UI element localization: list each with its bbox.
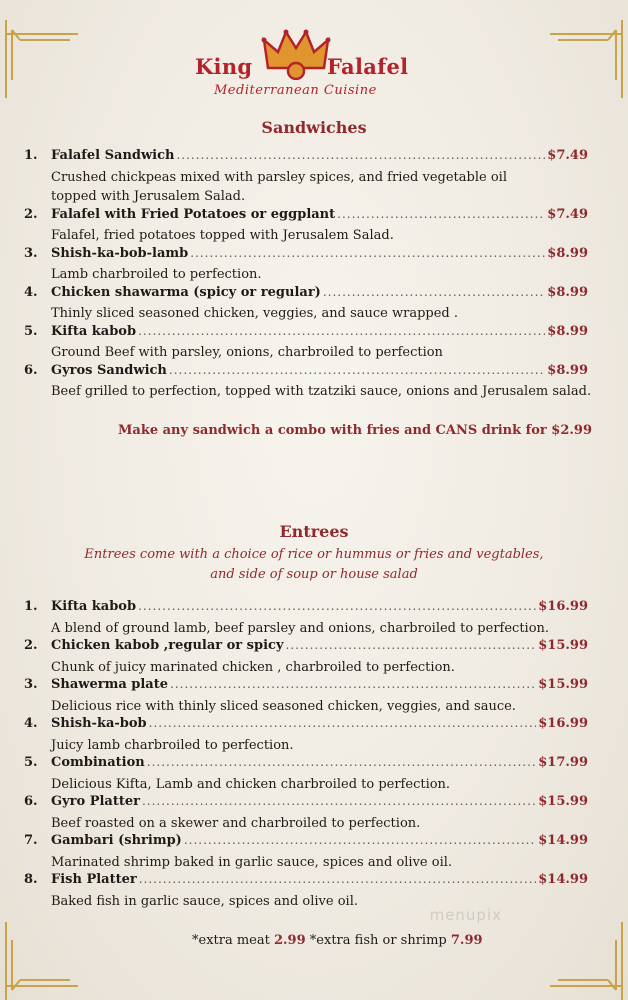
item-name: Chicken shawarma (spicy or regular): [51, 284, 321, 300]
item-number: 6.: [24, 362, 38, 378]
corner-ornament-icon: [548, 920, 628, 1000]
item-number: 6.: [24, 794, 38, 809]
menu-item: [24, 716, 588, 755]
item-name: Falafel Sandwich: [51, 148, 175, 163]
leader-dots: [184, 833, 536, 847]
leader-dots: [138, 324, 545, 338]
item-price: $16.99: [538, 716, 588, 731]
menu-item: [24, 148, 588, 207]
leader-dots: [149, 716, 537, 730]
item-name: Gyro Platter: [51, 794, 140, 809]
leader-dots: [286, 638, 537, 652]
item-number: 4.: [24, 284, 38, 300]
menu-item: [24, 638, 588, 677]
item-price: $8.99: [547, 323, 588, 339]
corner-ornament-icon: [0, 20, 80, 100]
item-name: Kifta kabob: [51, 599, 137, 614]
logo-subtitle: Mediterranean Cuisine: [214, 83, 377, 98]
item-price: $15.99: [538, 794, 588, 809]
leader-dots: [147, 755, 536, 769]
item-price: $8.99: [547, 245, 588, 261]
item-name: Gambari (shrimp): [51, 833, 182, 848]
item-number: 1.: [24, 148, 38, 163]
restaurant-logo: [190, 28, 420, 108]
item-number: 3.: [24, 677, 38, 692]
item-number: 2.: [24, 638, 38, 653]
item-price: $15.99: [538, 677, 588, 692]
leader-dots: [170, 677, 536, 691]
leader-dots: [142, 794, 536, 808]
item-name: Kifta kabob: [51, 323, 137, 339]
item-description: A blend of ground lamb, beef parsley and onions, charbroiled to perfection.: [51, 620, 550, 636]
extra-meat-label: *extra meat: [192, 933, 270, 948]
logo-word-falafel: Falafel: [327, 54, 409, 79]
menu-item: [24, 599, 588, 638]
extra-meat-price: 2.99: [273, 933, 306, 948]
menu-item: [24, 285, 588, 324]
item-description: Thinly sliced seasoned chicken, veggies, and sauce wrapped .: [51, 306, 459, 321]
entrees-note-line: Entrees come with a choice of rice or hummus or fries and vegtables,: [84, 547, 544, 562]
entrees-list: [24, 599, 588, 911]
item-number: 5.: [24, 755, 38, 770]
item-number: 7.: [24, 833, 38, 848]
menu-item: [24, 755, 588, 794]
item-number: 4.: [24, 716, 38, 731]
item-price: $7.49: [547, 206, 588, 222]
section-title-entrees: Entrees: [279, 522, 349, 541]
item-number: 1.: [24, 599, 38, 614]
item-description: Marinated shrimp baked in garlic sauce, spices and olive oil.: [51, 854, 453, 870]
leader-dots: [138, 599, 536, 613]
extras-note: [192, 933, 483, 948]
leader-dots: [139, 872, 537, 886]
extra-fish-label: *extra fish or shrimp: [309, 933, 447, 948]
leader-dots: [176, 148, 545, 162]
item-description: Crushed chickpeas mixed with parsley spices, and fried vegetable oil topped with Jerusalem Salad.: [51, 169, 507, 204]
item-price: $17.99: [538, 755, 588, 770]
item-description: Falafel, fried potatoes topped with Jerusalem Salad.: [51, 228, 394, 243]
corner-ornament-icon: [0, 920, 80, 1000]
section-title-sandwiches: Sandwiches: [261, 118, 367, 137]
menu-item: [24, 324, 588, 363]
leader-dots: [323, 285, 545, 299]
entrees-note: [0, 545, 628, 585]
item-name: Shish-ka-bob-lamb: [51, 245, 189, 261]
menu-item: [24, 872, 588, 911]
menu-item: [24, 362, 592, 402]
item-price: $8.99: [547, 362, 588, 378]
combo-note: Make any sandwich a combo with fries and CANS drink for $2.99: [118, 423, 592, 438]
item-price: $14.99: [538, 833, 588, 848]
item-description: Baked fish in garlic sauce, spices and olive oil.: [51, 893, 358, 909]
item-name: Fish Platter: [51, 872, 137, 887]
watermark: menupix: [429, 906, 502, 924]
item-number: 8.: [24, 872, 38, 887]
item-description: Lamb charbroiled to perfection.: [51, 267, 262, 282]
menu-item: [24, 677, 588, 716]
menu-item: [24, 246, 588, 285]
item-name: Gyros Sandwich: [51, 362, 167, 378]
item-description: Beef roasted on a skewer and charbroiled to perfection.: [51, 815, 421, 831]
item-price: $7.49: [547, 148, 588, 163]
item-description: Ground Beef with parsley, onions, charbroiled to perfection: [51, 345, 443, 360]
sandwiches-list: [24, 148, 592, 402]
extra-fish-price: 7.99: [450, 933, 483, 948]
corner-ornament-icon: [548, 20, 628, 100]
item-name: Chicken kabob ,regular or spicy: [51, 638, 284, 653]
item-price: $14.99: [538, 872, 588, 887]
item-number: 3.: [24, 245, 38, 261]
item-description: Beef grilled to perfection, topped with tzatziki sauce, onions and Jerusalem salad.: [51, 384, 592, 399]
leader-dots: [169, 363, 545, 377]
leader-dots: [337, 207, 545, 221]
item-price: $16.99: [538, 599, 588, 614]
item-description: Delicious Kifta, Lamb and chicken charbroiled to perfection.: [51, 776, 451, 792]
menu-item: [24, 794, 588, 833]
logo-word-king: King: [195, 54, 253, 79]
item-number: 2.: [24, 206, 38, 222]
item-description: Delicious rice with thinly sliced seasoned chicken, veggies, and sauce.: [51, 698, 516, 714]
item-name: Shawerma plate: [51, 677, 169, 692]
item-name: Falafel with Fried Potatoes or eggplant: [51, 206, 336, 222]
item-number: 5.: [24, 323, 38, 339]
leader-dots: [190, 246, 545, 260]
item-price: $8.99: [547, 284, 588, 300]
item-description: Juicy lamb charbroiled to perfection.: [51, 737, 294, 753]
item-price: $15.99: [538, 638, 588, 653]
item-name: Combination: [51, 755, 145, 770]
menu-item: [24, 833, 588, 872]
item-description: Chunk of juicy marinated chicken , charbroiled to perfection.: [51, 659, 455, 675]
crown-icon: [260, 28, 332, 80]
item-name: Shish-ka-bob: [51, 716, 147, 731]
entrees-note-line: and side of soup or house salad: [210, 567, 418, 582]
menu-item: [24, 207, 588, 246]
